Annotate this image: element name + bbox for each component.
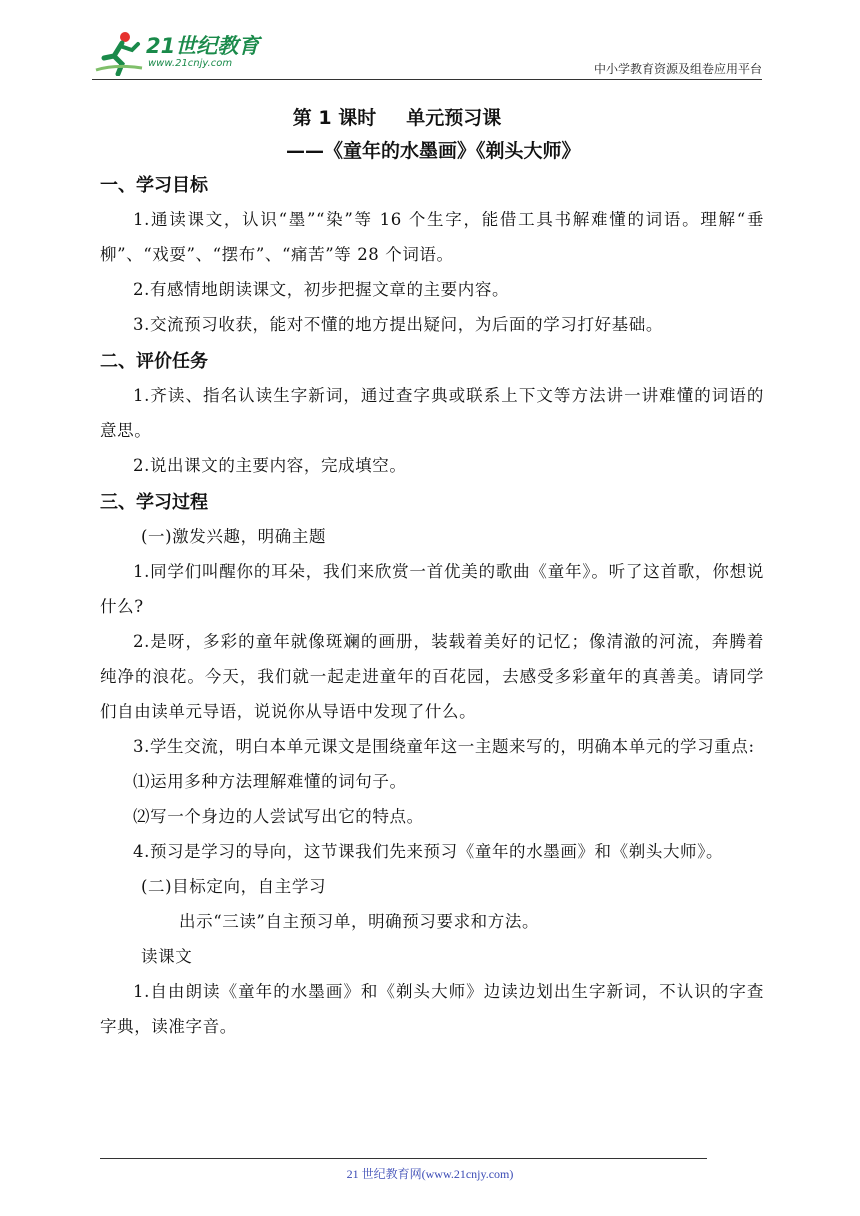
paragraph: ⑵写一个身边的人尝试写出它的特点。	[133, 807, 424, 826]
paragraph: 2.说出课文的主要内容，完成填空。	[133, 456, 407, 475]
section-heading-goals: 一、学习目标	[100, 175, 208, 196]
paragraph: 3.交流预习收获，能对不懂的地方提出疑问，为后面的学习打好基础。	[133, 315, 663, 334]
page-header	[92, 30, 762, 80]
section-heading-tasks: 二、评价任务	[100, 351, 208, 372]
paragraph: 4.预习是学习的导向，这节课我们先来预习《童年的水墨画》和《剃头大师》。	[133, 842, 724, 861]
paragraph: 读课文	[141, 947, 193, 966]
paragraph: 2.是呀，多彩的童年就像斑斓的画册，装载着美好的记忆；像清澈的河流，奔腾着纯净的浪花。今天，我们就一起走进童年的百花园，去感受多彩童年的真善美。请同学们自由读单元导语，说说你从导语中发现了什么。	[100, 632, 764, 721]
paragraph: ⑴运用多种方法理解难懂的词句子。	[133, 772, 407, 791]
sub-heading: (一)激发兴趣，明确主题	[141, 527, 327, 546]
paragraph: 1.通读课文，认识“墨”“染”等 16 个生字，能借工具书解难懂的词语。理解“垂柳”、“戏耍”、“摆布”、“痛苦”等 28 个词语。	[100, 210, 764, 264]
footer-link[interactable]: 21 世纪教育网(www.21cnjy.com)	[346, 1167, 514, 1181]
page-subtitle: ——《童年的水墨画》《剃头大师》	[286, 140, 581, 162]
site-logo[interactable]	[92, 30, 259, 80]
paragraph: 出示“三读”自主预习单，明确预习要求和方法。	[179, 912, 540, 931]
paragraph: 1.同学们叫醒你的耳朵，我们来欣赏一首优美的歌曲《童年》。听了这首歌，你想说什么?	[100, 562, 764, 616]
paragraph: 1.齐读、指名认读生字新词，通过查字典或联系上下文等方法讲一讲难懂的词语的意思。	[100, 386, 764, 440]
page-title	[100, 104, 764, 132]
title-lesson: 第 1 课时	[292, 107, 377, 129]
paragraph: 2.有感情地朗读课文，初步把握文章的主要内容。	[133, 280, 510, 299]
footer-divider	[100, 1158, 707, 1159]
platform-tagline: 中小学教育资源及组卷应用平台	[593, 62, 762, 76]
document-body	[100, 96, 764, 1044]
paragraph: 3.学生交流，明白本单元课文是围绕童年这一主题来写的，明确本单元的学习重点:	[133, 737, 755, 756]
logo-main-text: 21世纪教育	[146, 34, 260, 58]
logo-url-text: www.21cnjy.com	[148, 58, 233, 69]
title-topic: 单元预习课	[406, 107, 502, 129]
runner-logo-icon	[92, 30, 144, 76]
paragraph: 1.自由朗读《童年的水墨画》和《剃头大师》边读边划出生字新词，不认识的字查字典，读准字音。	[100, 982, 764, 1036]
header-divider	[92, 79, 762, 80]
sub-heading: (二)目标定向，自主学习	[141, 877, 327, 896]
section-heading-process: 三、学习过程	[100, 492, 208, 513]
